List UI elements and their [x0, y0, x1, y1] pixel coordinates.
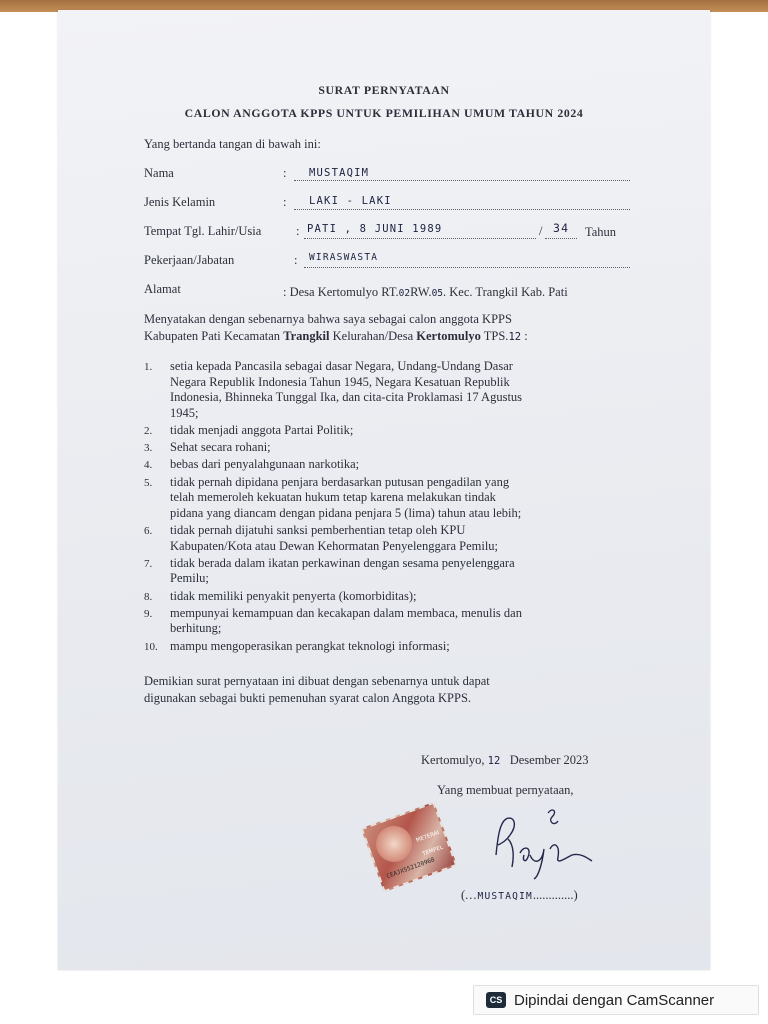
camscanner-icon: CS — [486, 992, 506, 1008]
colon: : — [294, 253, 298, 267]
date-day: 12 — [487, 755, 501, 767]
document-title: SURAT PERNYATAAN — [318, 83, 450, 97]
list-item-number: 7. — [144, 557, 153, 570]
statement-line-1: Menyatakan dengan sebenarnya bahwa saya sebagai calon anggota KPPS — [144, 312, 512, 326]
list-item-text: Pemilu; — [170, 571, 209, 586]
list-item-text: bebas dari penyalahgunaan narkotika; — [170, 457, 360, 472]
field-value-jenis-kelamin: LAKI - LAKI — [309, 195, 392, 207]
list-item-text: telah memeroleh kekuatan hukum tetap karena melakukan tindak — [170, 490, 496, 505]
signature-name: MUSTAQIM — [477, 891, 533, 902]
field-label-jenis-kelamin: Jenis Kelamin — [144, 195, 216, 209]
closing-line-2: digunakan sebagai bukti pemenuhan syarat calon Anggota KPPS. — [144, 691, 472, 705]
handwritten-signature — [468, 805, 618, 885]
document-page — [58, 10, 710, 970]
list-item-number: 6. — [144, 525, 153, 537]
document-subtitle: CALON ANGGOTA KPPS UNTUK PEMILIHAN UMUM TAHUN 2024 — [184, 106, 584, 120]
list-item-number: 8. — [144, 590, 153, 603]
signature-name-line: (...MUSTAQIM.............) — [461, 888, 578, 902]
list-item-number: 2. — [144, 424, 153, 437]
list-item-text: setia kepada Pancasila sebagai dasar Negara, Undang-Undang Dasar — [170, 359, 513, 373]
rw-value: 05 — [431, 288, 444, 299]
field-label-nama: Nama — [144, 166, 174, 180]
list-item-text: mempunyai kemampuan dan kecakapan dalam membaca, menulis dan — [170, 605, 522, 620]
statement-line-2: Kabupaten Pati Kecamatan Trangkil Kelurahan/Desa Kertomulyo TPS.12 : — [144, 329, 528, 343]
slash: / — [539, 224, 543, 238]
kecamatan-value: Trangkil — [283, 329, 330, 343]
list-item-text: tidak pernah dipidana penjara berdasarkan putusan pengadilan yang — [170, 474, 510, 489]
list-item-text: Indonesia, Bhinneka Tunggal Ika, dan cita-cita Proklamasi 17 Agustus — [170, 390, 523, 404]
field-label-pekerjaan: Pekerjaan/Jabatan — [144, 253, 235, 267]
meterai-stamp — [361, 802, 458, 893]
field-label-alamat: Alamat — [144, 282, 181, 296]
field-value-usia: 34 — [553, 221, 570, 235]
list-item-text: 1945; — [170, 405, 199, 420]
list-item-text: tidak pernah dijatuhi sanksi pemberhentian tetap oleh KPU — [170, 523, 466, 537]
list-item-text: pidana yang diancam dengan pidana penjara 5 (lima) tahun atau lebih; — [170, 505, 522, 520]
field-value-pekerjaan: WIRASWASTA — [309, 252, 379, 263]
field-value-nama: MUSTAQIM — [309, 167, 370, 179]
stamp-code: CEAJX552120968 — [385, 856, 436, 881]
maker-label: Yang membuat pernyataan, — [437, 783, 574, 797]
camscanner-watermark — [473, 985, 759, 1015]
list-item-text: tidak memiliki penyakit penyerta (komorbiditas); — [170, 588, 417, 603]
colon: : — [296, 224, 300, 238]
list-item-number: 3. — [144, 442, 153, 455]
camscanner-label: Dipindai dengan CamScanner — [514, 991, 715, 1009]
field-label-ttl: Tempat Tgl. Lahir/Usia — [144, 224, 262, 238]
list-item-number: 9. — [144, 607, 153, 620]
stamp-text: METERAI TEMPEL — [415, 830, 444, 858]
list-item-text: Kabupaten/Kota atau Dewan Kehormatan Penyelenggara Pemilu; — [170, 538, 499, 553]
usia-suffix: Tahun — [585, 225, 617, 239]
closing-line-1: Demikian surat pernyataan ini dibuat dengan sebenarnya untuk dapat — [144, 674, 490, 688]
list-item-text: Negara Republik Indonesia Tahun 1945, Negara Kesatuan Republik — [170, 374, 510, 389]
list-item-number: 4. — [144, 459, 153, 472]
list-item-text: tidak menjadi anggota Partai Politik; — [170, 422, 354, 437]
place-date: Kertomulyo, 12 Desember 2023 — [421, 753, 589, 767]
colon: : — [283, 166, 287, 180]
tps-value: 12 — [508, 331, 522, 343]
list-item-text: berhitung; — [170, 621, 222, 636]
list-item-number: 10. — [144, 640, 158, 653]
list-item-text: mampu mengoperasikan perangkat teknologi informasi; — [170, 638, 450, 653]
list-item-text: Sehat secara rohani; — [170, 440, 271, 455]
rt-value: 02 — [398, 288, 411, 299]
list-item-number: 1. — [144, 361, 153, 373]
field-value-ttl: PATI , 8 JUNI 1989 — [307, 223, 443, 235]
desa-value: Kertomulyo — [416, 329, 481, 343]
intro-text: Yang bertanda tangan di bawah ini: — [144, 137, 321, 151]
list-item-number: 5. — [144, 476, 153, 489]
field-value-alamat: : Desa Kertomulyo RT.02RW.05. Kec. Trangkil Kab. Pati — [283, 285, 568, 299]
list-item-text: tidak berada dalam ikatan perkawinan dengan sesama penyelenggara — [170, 555, 515, 570]
colon: : — [283, 195, 287, 209]
